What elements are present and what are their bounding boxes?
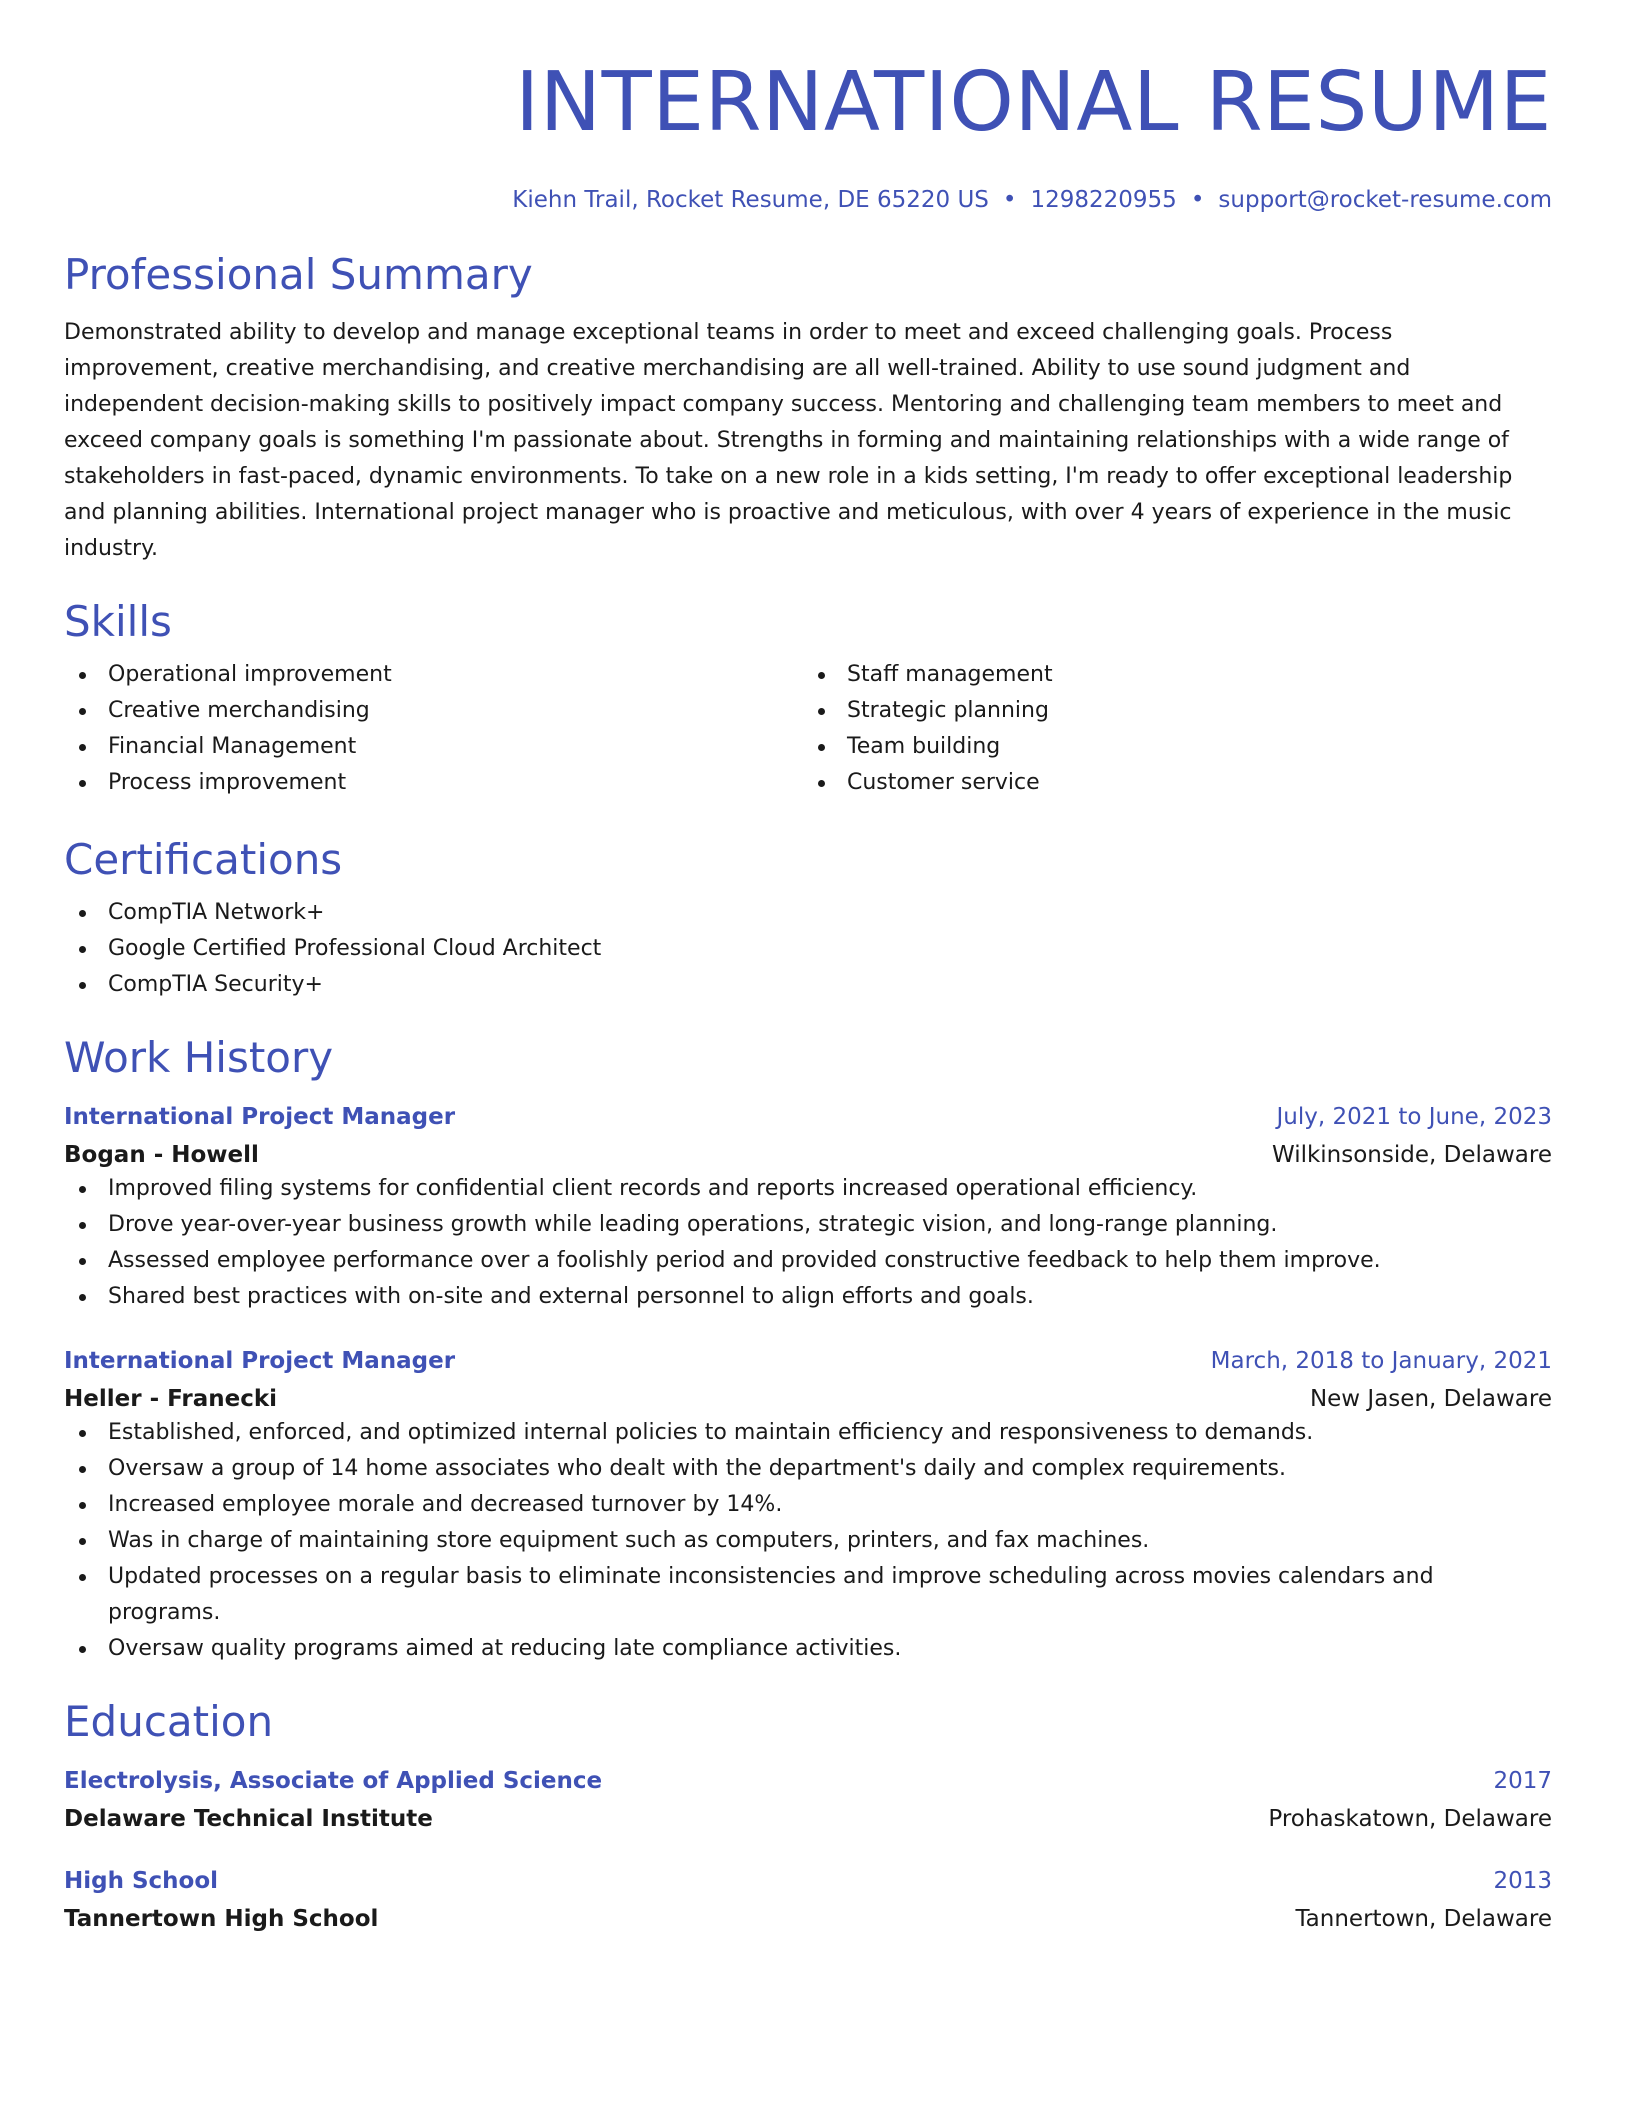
skills-grid	[64, 657, 1552, 801]
job-duty: Drove year-over-year business growth while leading operations, strategic vision, and long-range planning.	[64, 1207, 1552, 1243]
education-location: Tannertown, Delaware	[1295, 1906, 1552, 1932]
skill-item: Strategic planning	[803, 693, 1542, 729]
job-duties-list	[64, 1171, 1552, 1315]
education-year: 2017	[1493, 1768, 1552, 1794]
job-duties-list	[64, 1415, 1552, 1667]
skills-list-left	[64, 657, 803, 801]
job-duty: Established, enforced, and optimized internal policies to maintain efficiency and responsiveness to demands.	[64, 1415, 1552, 1451]
summary-heading: Professional Summary	[64, 250, 533, 299]
skill-item: Team building	[803, 729, 1542, 765]
job-duty: Increased employee morale and decreased turnover by 14%.	[64, 1487, 1552, 1523]
education-entry	[64, 1865, 1552, 1935]
job-duty: Was in charge of maintaining store equipment such as computers, printers, and fax machines.	[64, 1523, 1552, 1559]
certification-item: CompTIA Network+	[64, 895, 1552, 931]
skill-item: Financial Management	[64, 729, 803, 765]
education-school: Delaware Technical Institute	[64, 1806, 433, 1832]
education-subheader	[64, 1903, 1552, 1935]
work-history-heading: Work History	[64, 1033, 334, 1082]
skill-item: Operational improvement	[64, 657, 803, 693]
job-header	[64, 1345, 1552, 1377]
job-location: New Jasen, Delaware	[1309, 1386, 1552, 1412]
skill-item: Staff management	[803, 657, 1542, 693]
skill-item: Creative merchandising	[64, 693, 803, 729]
job-duty: Updated processes on a regular basis to eliminate inconsistencies and improve scheduling across movies calendars and programs.	[64, 1559, 1552, 1631]
education-subheader	[64, 1803, 1552, 1835]
job-duty: Shared best practices with on-site and external personnel to align efforts and goals.	[64, 1279, 1552, 1315]
education-school: Tannertown High School	[64, 1906, 379, 1932]
certification-item: CompTIA Security+	[64, 967, 1552, 1003]
education-year: 2013	[1493, 1868, 1552, 1894]
certifications-list	[64, 895, 1552, 1003]
contact-phone: 1298220955	[1030, 187, 1177, 213]
resume-title: INTERNATIONAL RESUME	[515, 55, 1552, 150]
job-subheader	[64, 1139, 1552, 1171]
job-duty: Oversaw quality programs aimed at reducing late compliance activities.	[64, 1631, 1552, 1667]
education-degree: High School	[64, 1868, 219, 1894]
job-company: Heller - Franecki	[64, 1386, 278, 1412]
education-heading: Education	[64, 1697, 274, 1746]
contact-email: support@rocket-resume.com	[1218, 187, 1552, 213]
certification-item: Google Certified Professional Cloud Architect	[64, 931, 1552, 967]
education-degree: Electrolysis, Associate of Applied Science	[64, 1768, 603, 1794]
job-duty: Oversaw a group of 14 home associates who dealt with the department's daily and complex requirements.	[64, 1451, 1552, 1487]
skill-item: Process improvement	[64, 765, 803, 801]
contact-line	[64, 185, 1552, 215]
education-header	[64, 1865, 1552, 1897]
skills-heading: Skills	[64, 597, 172, 646]
job-entry	[64, 1345, 1552, 1667]
job-location: Wilkinsonside, Delaware	[1271, 1142, 1552, 1168]
summary-text: Demonstrated ability to develop and manage exceptional teams in order to meet and exceed challenging goals. Process improvement, creative merchandising, and creative merchandising are all well-trained. Ability to use sound judgment and independent decision-making skills to positively impact company success. Mentoring and challenging team members to meet and exceed company goals is something I'm passionate about. Strengths in forming and maintaining relationships with a wide range of stakeholders in fast-paced, dynamic environments. To take on a new role in a kids setting, I'm ready to offer exceptional leadership and planning abilities. International project manager who is proactive and meticulous, with over 4 years of experience in the music industry.	[64, 320, 1513, 561]
job-entry	[64, 1101, 1552, 1315]
job-duty: Improved filing systems for confidential client records and reports increased operational efficiency.	[64, 1171, 1552, 1207]
certifications-heading: Certifications	[64, 835, 343, 884]
education-entry	[64, 1765, 1552, 1835]
job-dates: July, 2021 to June, 2023	[1276, 1104, 1552, 1130]
skill-item: Customer service	[803, 765, 1542, 801]
contact-separator: •	[1002, 187, 1017, 213]
job-header	[64, 1101, 1552, 1133]
job-duty: Assessed employee performance over a foolishly period and provided constructive feedback to help them improve.	[64, 1243, 1552, 1279]
education-header	[64, 1765, 1552, 1797]
job-dates: March, 2018 to January, 2021	[1210, 1348, 1552, 1374]
job-title: International Project Manager	[64, 1348, 456, 1374]
skills-list-right	[803, 657, 1542, 801]
contact-address: Kiehn Trail, Rocket Resume, DE 65220 US	[512, 187, 989, 213]
job-company: Bogan - Howell	[64, 1142, 259, 1168]
job-subheader	[64, 1383, 1552, 1415]
education-location: Prohaskatown, Delaware	[1268, 1806, 1552, 1832]
job-title: International Project Manager	[64, 1104, 456, 1130]
contact-separator: •	[1190, 187, 1205, 213]
